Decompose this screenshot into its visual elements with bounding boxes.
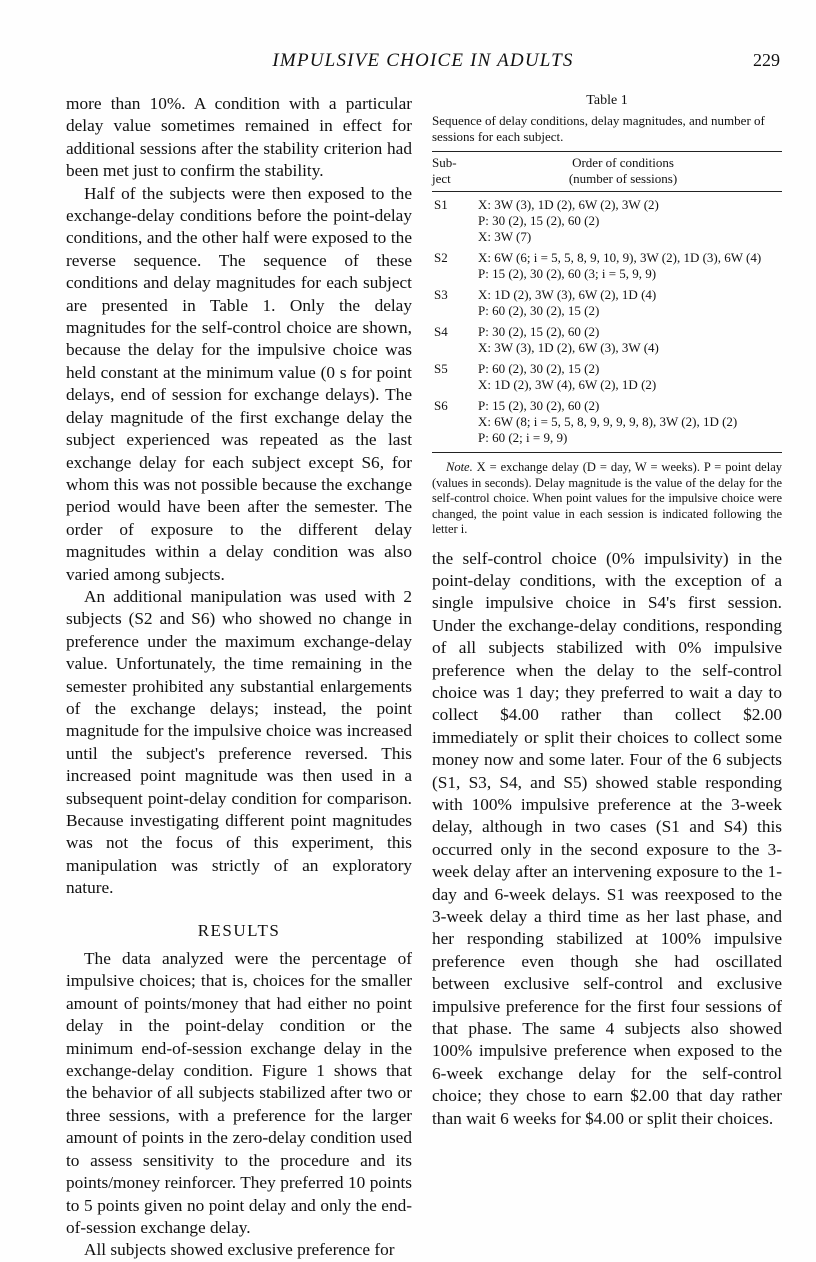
- condition-line: P: 60 (2), 30 (2), 15 (2): [478, 303, 600, 318]
- table-label: Table 1: [586, 93, 628, 108]
- table-cell-subject: S6: [434, 398, 448, 413]
- table-cell-conditions: [466, 197, 782, 245]
- condition-line: X: 6W (6; i = 5, 5, 8, 9, 10, 9), 3W (2), 1D (3), 6W (4): [478, 250, 762, 265]
- table-note: [432, 460, 782, 538]
- table-caption: Sequence of delay conditions, delay magnitudes, and number of sessions for each subject.: [432, 113, 765, 144]
- table-note-text: X = exchange delay (D = day, W = weeks). P = point delay (values in seconds). Delay magnitude is the value of the delay for the self-control choice. When point values for the impulsive choice were changed, the point value in each session is indicated following the letter i.: [432, 460, 782, 536]
- body-paragraph: The data analyzed were the percentage of impulsive choices; that is, choices for the smaller amount of points/money that had either no point delay in the point-delay condition or the minimum end-of-session exchange delay in the exchange-delay condition. Figure 1 shows that the behavior of all subjects stabilized after two or three sessions, with a preference for the larger amount of points in the zero-delay condition used to assess sensitivity to the procedure and its points/money reinforcer. They preferred 10 points to 5 points given no point delay and only the end-of-session exchange delay.: [66, 949, 412, 1237]
- table-cell-conditions: [466, 250, 782, 282]
- table-cell-conditions: [466, 324, 782, 356]
- table-row: [432, 324, 782, 356]
- table-cell-subject: S3: [434, 287, 448, 302]
- table-note-label: Note.: [446, 460, 473, 474]
- body-paragraph: more than 10%. A condition with a particular delay value sometimes remained in effect for additional sessions after the stability criterion had been met just to confirm the stability.: [66, 94, 412, 181]
- table-row: [432, 287, 782, 319]
- table-cell-subject: S1: [434, 197, 448, 212]
- right-column: [432, 93, 782, 1130]
- condition-line: X: 3W (3), 1D (2), 6W (3), 3W (4): [478, 340, 659, 355]
- condition-line: X: 6W (8; i = 5, 5, 8, 9, 9, 9, 9, 8), 3W (2), 1D (2): [478, 414, 738, 429]
- table-header-order-line2: (number of sessions): [568, 171, 678, 186]
- condition-line: X: 3W (3), 1D (2), 6W (2), 3W (2): [478, 197, 659, 212]
- body-paragraph: An additional manipulation was used with 2 subjects (S2 and S6) who showed no change in preference under the maximum exchange-delay value. Unfortunately, the time remaining in the semester prohibited any substantial enlargements of the exchange delays; instead, the point magnitude for the impulsive choice was increased until the subject's preference reversed. This increased point magnitude was then used in a subsequent point-delay condition for comparison. Because investigating different point magnitudes was not the focus of this experiment, this manipulation was strictly of an exploratory nature.: [66, 586, 412, 898]
- table-header-rule: [432, 191, 782, 192]
- table-cell-conditions: [466, 287, 782, 319]
- condition-line: X: 1D (2), 3W (4), 6W (2), 1D (2): [478, 377, 657, 392]
- table-row: [432, 398, 782, 446]
- right-text: [432, 548, 782, 1131]
- table-bottom-rule: [432, 452, 782, 453]
- condition-line: P: 30 (2), 15 (2), 60 (2): [478, 324, 600, 339]
- condition-line: P: 60 (2; i = 9, 9): [478, 430, 568, 445]
- page-header: [66, 50, 780, 78]
- body-paragraph: All subjects showed exclusive preference for: [84, 1240, 395, 1260]
- table-cell-conditions: [466, 361, 782, 393]
- condition-line: X: 1D (2), 3W (3), 6W (2), 1D (4): [478, 287, 657, 302]
- table-row: [432, 361, 782, 393]
- table-header-row: [432, 152, 782, 191]
- condition-line: P: 15 (2), 30 (2), 60 (2): [478, 398, 600, 413]
- condition-line: P: 15 (2), 30 (2), 60 (3; i = 5, 9, 9): [478, 266, 657, 281]
- left-column: [66, 93, 412, 1262]
- table-cell-subject: S2: [434, 250, 448, 265]
- table-header-subject: Sub-ject: [432, 155, 457, 186]
- table-row: [432, 197, 782, 245]
- page-number: 229: [753, 50, 780, 70]
- running-title: IMPULSIVE CHOICE IN ADULTS: [272, 50, 574, 71]
- body-paragraph: Half of the subjects were then exposed to the exchange-delay conditions before the point-delay conditions, and the other half were exposed to the reverse sequence. The sequence of these conditions and delay magnitudes for each subject are presented in Table 1. Only the delay magnitudes for the self-control choice are shown, because the delay for the impulsive choice was held constant at the minimum value (0 s for point delays, end of session for exchange delays). The delay magnitude of the first exchange delay the subject experienced was repeated as the last exchange delay for each subject except S6, for whom this was not possible because the exchange period would have been after the semester. The order of exposure to the different delay magnitudes within a delay condition was also varied among subjects.: [66, 183, 412, 584]
- condition-line: P: 60 (2), 30 (2), 15 (2): [478, 361, 600, 376]
- results-heading: RESULTS: [197, 920, 281, 940]
- condition-line: P: 30 (2), 15 (2), 60 (2): [478, 213, 600, 228]
- table-cell-subject: S5: [434, 361, 448, 376]
- table-row: [432, 250, 782, 282]
- table-1: [432, 93, 782, 538]
- table-cell-conditions: [466, 398, 782, 446]
- table-cell-subject: S4: [434, 324, 448, 339]
- condition-line: X: 3W (7): [478, 229, 532, 244]
- table-header-order: [464, 155, 782, 187]
- table-header-order-line1: Order of conditions: [572, 155, 674, 170]
- body-paragraph: the self-control choice (0% impulsivity) in the point-delay conditions, with the exception of a single impulsive choice in S4's first session. Under the exchange-delay conditions, responding of all subjects stabilized with 0% impulsive preference when the delay to the self-control choice was 1 day; they preferred to wait a day to collect $4.00 rather than collect $2.00 immediately or split their choices to collect some money now and some later. Four of the 6 subjects (S1, S3, S4, and S5) showed stable responding with 100% impulsive preference at the 3-week delay, although in two cases (S1 and S4) this occurred only in the second exposure to the 3-week delay after an intervening exposure to the 1-day and 6-week delays. S1 was reexposed to the 3-week delay a third time as her last phase, and her responding stabilized at 100% impulsive preference even though she had oscillated between exclusive self-control and exclusive impulsive preference for the first four sessions of that phase. The same 4 subjects also showed 100% impulsive preference when exposed to the 6-week exchange delay for the self-control choice; they chose to earn $2.00 that day rather than wait 6 weeks for $4.00 or split their choices.: [432, 548, 782, 1128]
